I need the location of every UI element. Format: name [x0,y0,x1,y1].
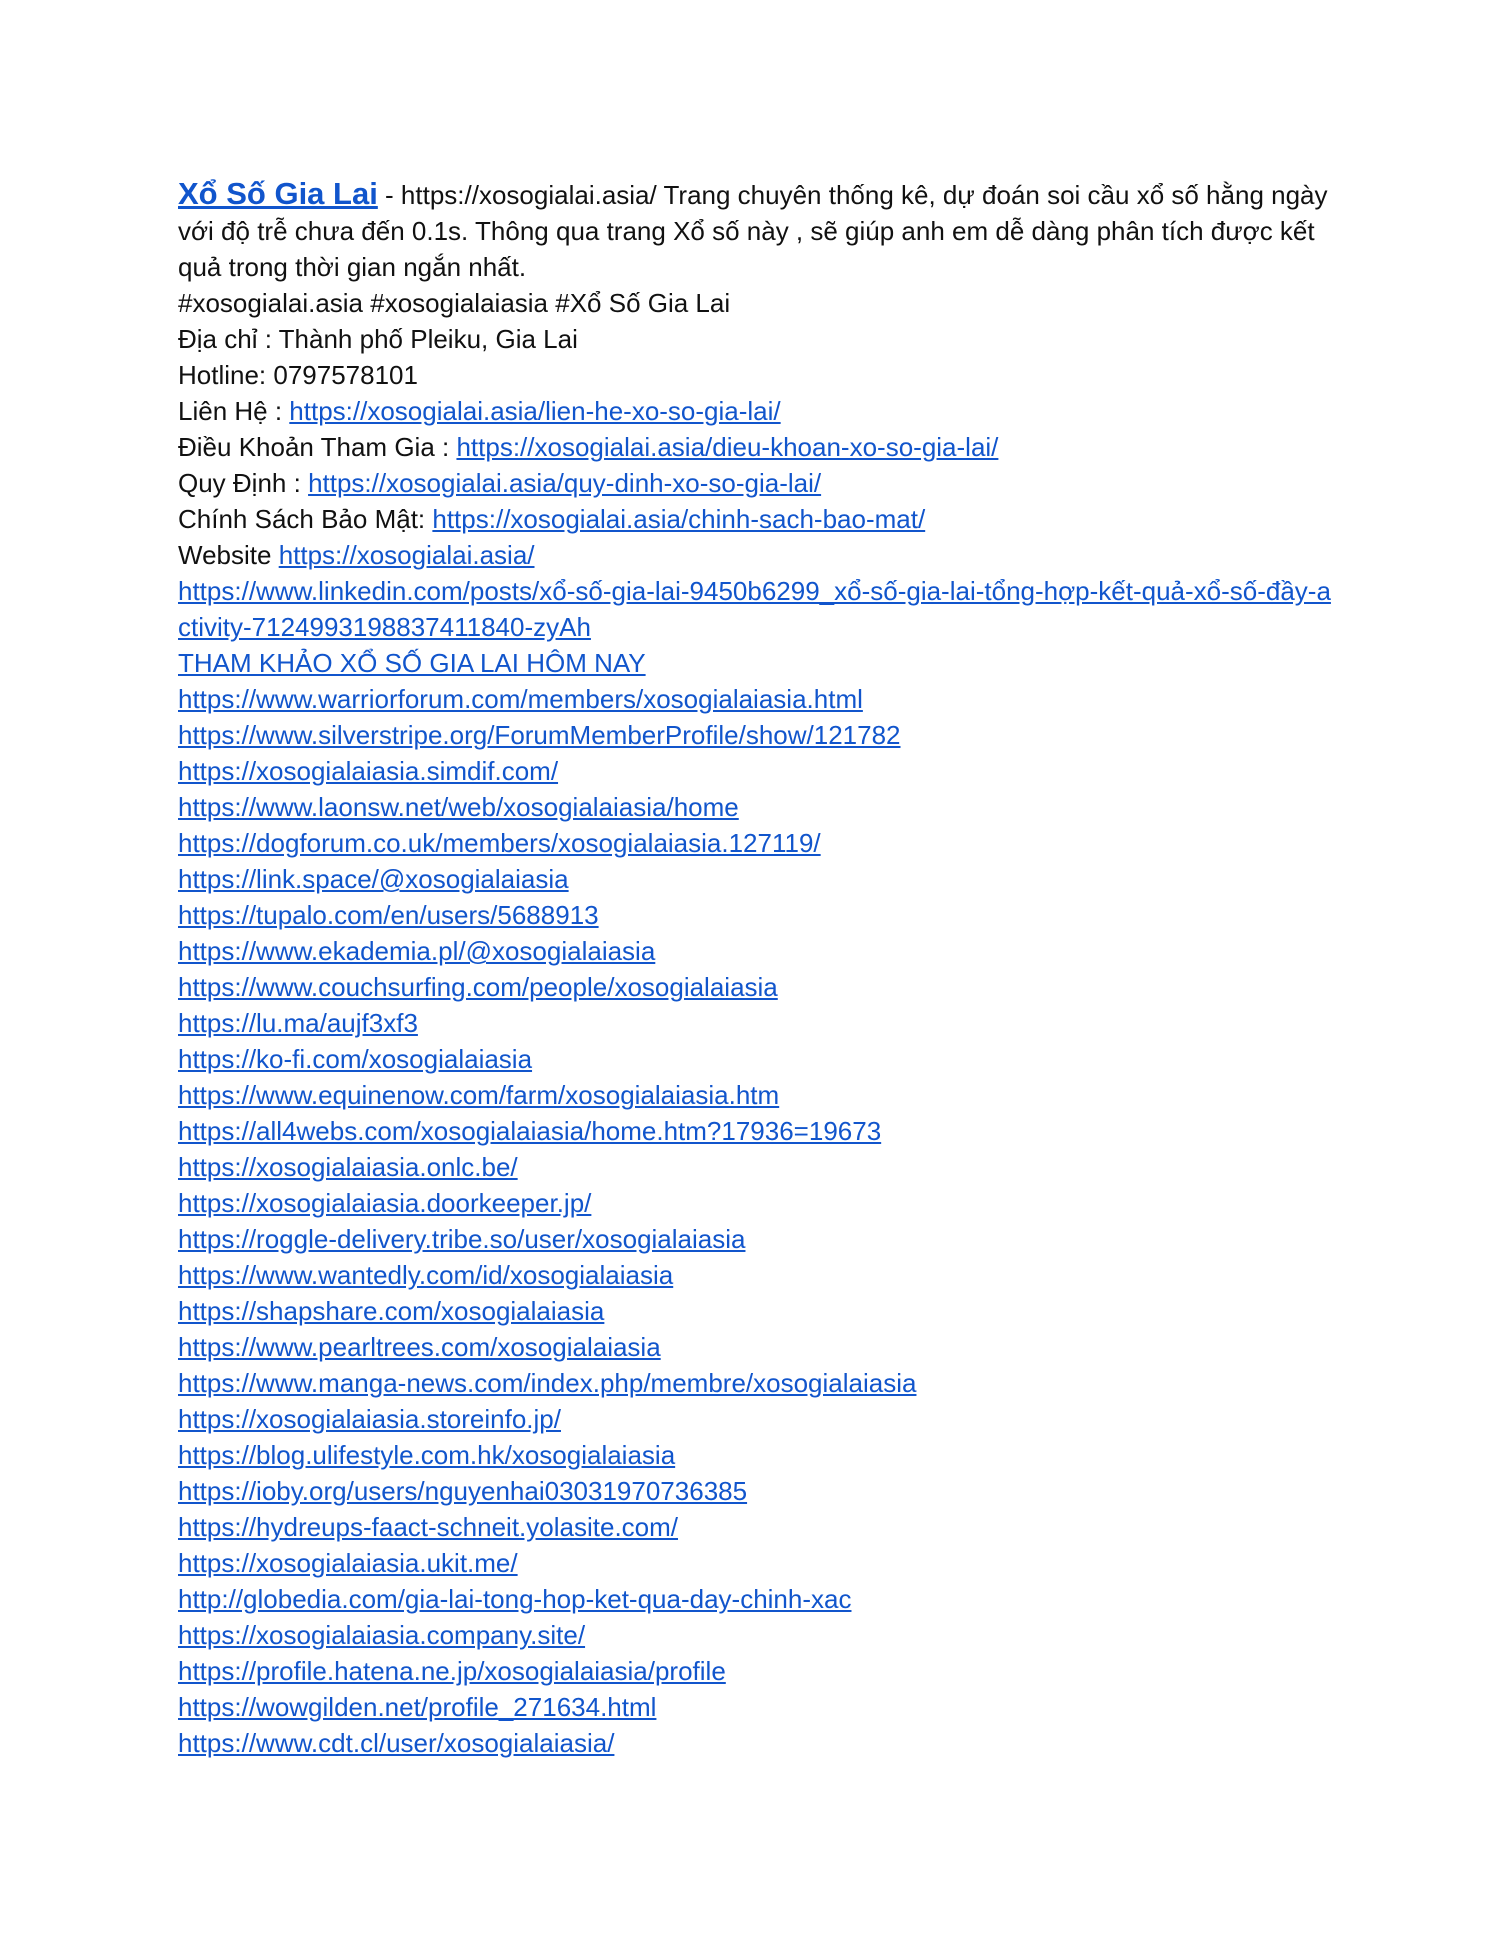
profile-link[interactable]: https://link.space/@xosogialaiasia [178,864,569,894]
list-item [178,789,1338,825]
list-item [178,717,1338,753]
brand-link[interactable]: Xổ Số Gia Lai [178,176,378,211]
profile-link[interactable]: https://ioby.org/users/nguyenhai03031970736385 [178,1476,748,1506]
list-item [178,897,1338,933]
profile-link[interactable]: https://dogforum.co.uk/members/xosogialaiasia.127119/ [178,828,821,858]
profile-link[interactable]: https://www.ekademia.pl/@xosogialaiasia [178,936,656,966]
profile-link[interactable]: https://blog.ulifestyle.com.hk/xosogialaiasia [178,1440,676,1470]
profile-link[interactable]: https://xosogialaiasia.storeinfo.jp/ [178,1404,561,1434]
list-item [178,1005,1338,1041]
profile-link[interactable]: https://tupalo.com/en/users/5688913 [178,900,599,930]
privacy-line [178,501,1338,537]
list-item [178,1077,1338,1113]
list-item [178,1401,1338,1437]
contact-label: Liên Hệ : [178,396,290,426]
list-item [178,1545,1338,1581]
list-item [178,1365,1338,1401]
contact-line [178,393,1338,429]
linkedin-link[interactable]: https://www.linkedin.com/posts/xổ-số-gia-lai-9450b6299_xổ-số-gia-lai-tổng-hợp-kết-quả-xổ-số-đầy-activity-7124993198837411840-zyAh [178,576,1331,642]
profile-link[interactable]: https://hydreups-faact-schneit.yolasite.com/ [178,1512,679,1542]
document-content [178,176,1338,1761]
list-item [178,1221,1338,1257]
profile-link[interactable]: https://www.laonsw.net/web/xosogialaiasia/home [178,792,739,822]
profile-link[interactable]: https://all4webs.com/xosogialaiasia/home.htm?17936=19673 [178,1116,882,1146]
list-item [178,1437,1338,1473]
list-item [178,1689,1338,1725]
contact-link[interactable]: https://xosogialai.asia/lien-he-xo-so-gia-lai/ [289,396,781,426]
list-item [178,1617,1338,1653]
reference-line [178,645,1338,681]
reference-link[interactable]: THAM KHẢO XỔ SỐ GIA LAI HÔM NAY [178,648,646,678]
profile-link[interactable]: https://www.manga-news.com/index.php/membre/xosogialaiasia [178,1368,917,1398]
profile-link[interactable]: https://www.equinenow.com/farm/xosogialaiasia.htm [178,1080,780,1110]
privacy-link[interactable]: https://xosogialai.asia/chinh-sach-bao-mat/ [432,504,926,534]
rules-label: Quy Định : [178,468,309,498]
terms-link[interactable]: https://xosogialai.asia/dieu-khoan-xo-so-gia-lai/ [456,432,999,462]
profile-link[interactable]: https://www.pearltrees.com/xosogialaiasia [178,1332,661,1362]
list-item [178,1041,1338,1077]
terms-line [178,429,1338,465]
link-list [178,681,1338,1761]
list-item [178,1293,1338,1329]
list-item [178,1257,1338,1293]
profile-link[interactable]: https://xosogialaiasia.company.site/ [178,1620,586,1650]
profile-link[interactable]: https://www.cdt.cl/user/xosogialaiasia/ [178,1728,615,1758]
profile-link[interactable]: http://globedia.com/gia-lai-tong-hop-ket-qua-day-chinh-xac [178,1584,852,1614]
hotline-line: Hotline: 0797578101 [178,360,418,390]
profile-link[interactable]: https://xosogialaiasia.onlc.be/ [178,1152,518,1182]
profile-link[interactable]: https://xosogialaiasia.doorkeeper.jp/ [178,1188,592,1218]
profile-link[interactable]: https://www.couchsurfing.com/people/xosogialaiasia [178,972,778,1002]
list-item [178,933,1338,969]
list-item [178,1113,1338,1149]
profile-link[interactable]: https://xosogialaiasia.simdif.com/ [178,756,559,786]
website-link[interactable]: https://xosogialai.asia/ [278,540,535,570]
intro-paragraph [178,176,1338,285]
profile-link[interactable]: https://xosogialaiasia.ukit.me/ [178,1548,518,1578]
hashtags-line: #xosogialai.asia #xosogialaiasia #Xổ Số Gia Lai [178,288,731,318]
profile-link[interactable]: https://shapshare.com/xosogialaiasia [178,1296,605,1326]
website-label: Website [178,540,279,570]
profile-link[interactable]: https://www.warriorforum.com/members/xosogialaiasia.html [178,684,863,714]
linkedin-line [178,573,1338,645]
list-item [178,681,1338,717]
address-line: Địa chỉ : Thành phố Pleiku, Gia Lai [178,324,578,354]
list-item [178,1185,1338,1221]
list-item [178,1329,1338,1365]
profile-link[interactable]: https://wowgilden.net/profile_271634.html [178,1692,657,1722]
profile-link[interactable]: https://www.wantedly.com/id/xosogialaiasia [178,1260,674,1290]
rules-link[interactable]: https://xosogialai.asia/quy-dinh-xo-so-gia-lai/ [308,468,822,498]
list-item [178,1473,1338,1509]
profile-link[interactable]: https://roggle-delivery.tribe.so/user/xosogialaiasia [178,1224,746,1254]
list-item [178,1149,1338,1185]
list-item [178,753,1338,789]
list-item [178,969,1338,1005]
list-item [178,825,1338,861]
intro-text: - https://xosogialai.asia/ Trang chuyên thống kê, dự đoán soi cầu xổ số hằng ngày với độ trễ chưa đến 0.1s. Thông qua trang Xổ số này , sẽ giúp anh em dễ dàng phân tích được kết quả trong thời gian ngắn nhất. [178,180,1328,282]
profile-link[interactable]: https://ko-fi.com/xosogialaiasia [178,1044,533,1074]
terms-label: Điều Khoản Tham Gia : [178,432,457,462]
list-item [178,861,1338,897]
website-line [178,537,1338,573]
list-item [178,1725,1338,1761]
profile-link[interactable]: https://profile.hatena.ne.jp/xosogialaiasia/profile [178,1656,726,1686]
list-item [178,1509,1338,1545]
list-item [178,1653,1338,1689]
list-item [178,1581,1338,1617]
privacy-label: Chính Sách Bảo Mật: [178,504,433,534]
profile-link[interactable]: https://www.silverstripe.org/ForumMemberProfile/show/121782 [178,720,901,750]
profile-link[interactable]: https://lu.ma/aujf3xf3 [178,1008,418,1038]
rules-line [178,465,1338,501]
